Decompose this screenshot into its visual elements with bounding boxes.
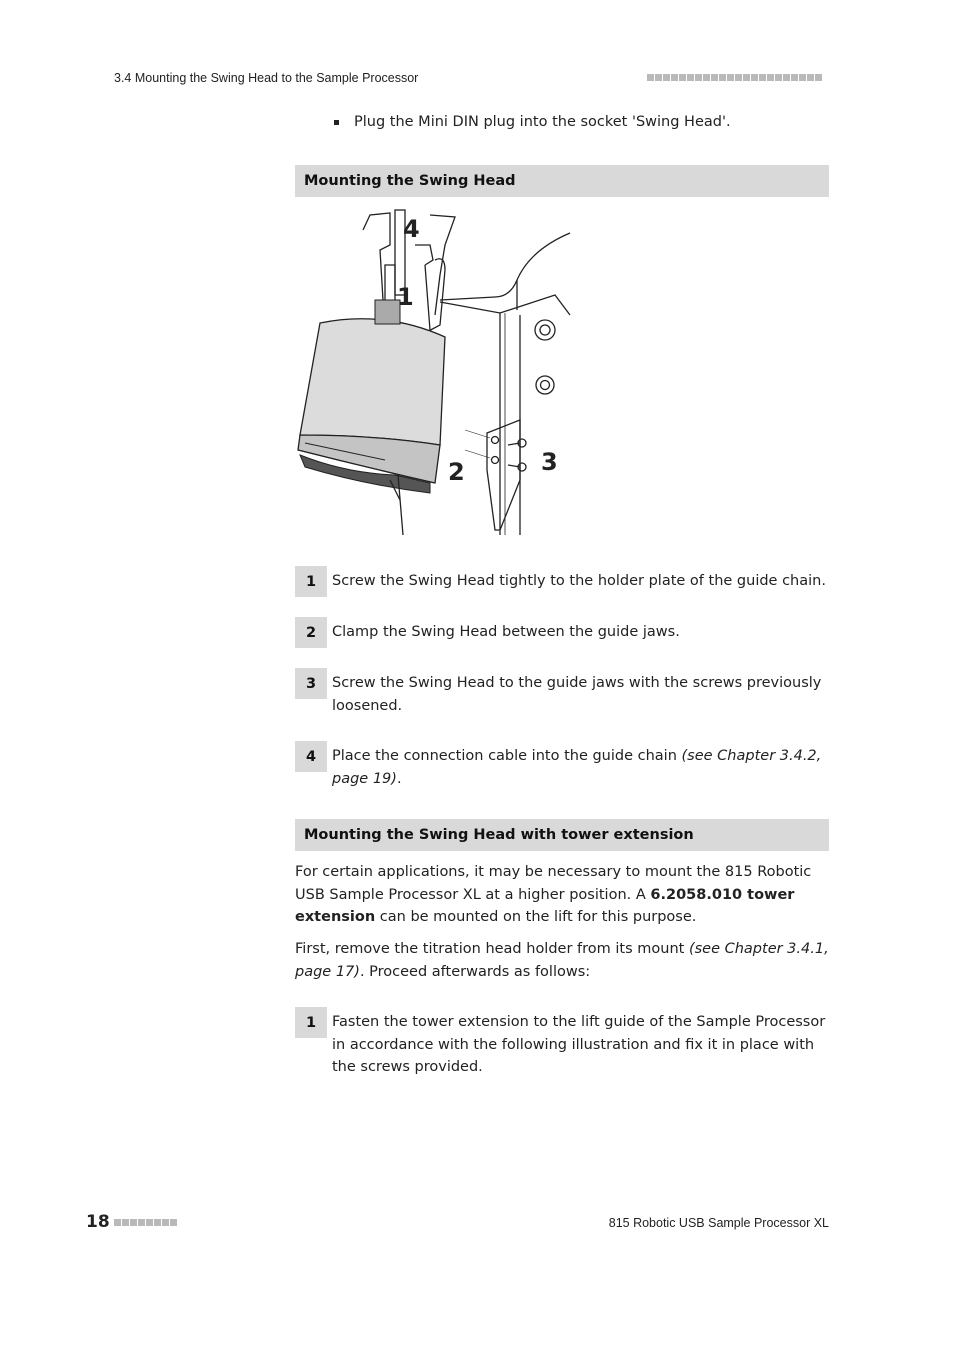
footer-product-name: 815 Robotic USB Sample Processor XL: [608, 1216, 829, 1230]
step-text: Place the connection cable into the guide chain (see Chapter 3.4.2, page 19).: [332, 748, 822, 787]
step-number: 1: [295, 1007, 327, 1038]
step-1: [295, 566, 829, 597]
intro-bullet-text: Plug the Mini DIN plug into the socket 'Swing Head'.: [354, 114, 731, 130]
step-text: Screw the Swing Head tightly to the holder plate of the guide chain.: [332, 573, 826, 589]
step-number: 4: [295, 741, 327, 772]
bullet-square-icon: [334, 120, 339, 125]
callout-1: 1: [397, 283, 414, 311]
callout-2: 2: [448, 458, 465, 486]
swing-head-mounting-illustration: [295, 205, 585, 540]
chapter-link[interactable]: (see Chapter 3.4.2, page 19): [332, 748, 822, 787]
step-4: [295, 741, 829, 790]
swing-head-drawing: [295, 205, 585, 540]
intro-bullet: [334, 114, 731, 130]
section-heading-tower-extension: Mounting the Swing Head with tower extension: [295, 819, 829, 851]
callout-3: 3: [541, 448, 558, 476]
page-number: 18: [86, 1212, 110, 1232]
paragraph-remove-holder: First, remove the titration head holder from its mount (see Chapter 3.4.1, page 17). Proceed afterwards as follows:: [295, 941, 829, 980]
step-number: 1: [295, 566, 327, 597]
chapter-link[interactable]: (see Chapter 3.4.1, page 17): [295, 941, 829, 980]
part-number-bold: 6.2058.010 tower extension: [295, 886, 795, 925]
footer-dot-rule: [114, 1219, 177, 1226]
step-2: [295, 617, 829, 648]
section-heading-mounting-swing-head: Mounting the Swing Head: [295, 165, 829, 197]
step-text: Fasten the tower extension to the lift guide of the Sample Processor in accordance with the following illustration and fix it in place with the screws provided.: [332, 1014, 826, 1075]
step-number: 2: [295, 617, 327, 648]
step-text: Clamp the Swing Head between the guide jaws.: [332, 624, 680, 640]
tower-step-1: [295, 1007, 829, 1079]
running-header-title: 3.4 Mounting the Swing Head to the Sample Processor: [114, 71, 419, 85]
callout-4: 4: [403, 215, 420, 243]
header-dot-rule: [647, 74, 822, 81]
paragraph-tower-extension-intro: For certain applications, it may be necessary to mount the 815 Robotic USB Sample Processor XL at a higher position. A 6.2058.010 tower extension can be mounted on the lift for this purpose.: [295, 864, 812, 925]
step-number: 3: [295, 668, 327, 699]
step-3: [295, 668, 829, 717]
step-text: Screw the Swing Head to the guide jaws with the screws previously loosened.: [332, 675, 822, 714]
